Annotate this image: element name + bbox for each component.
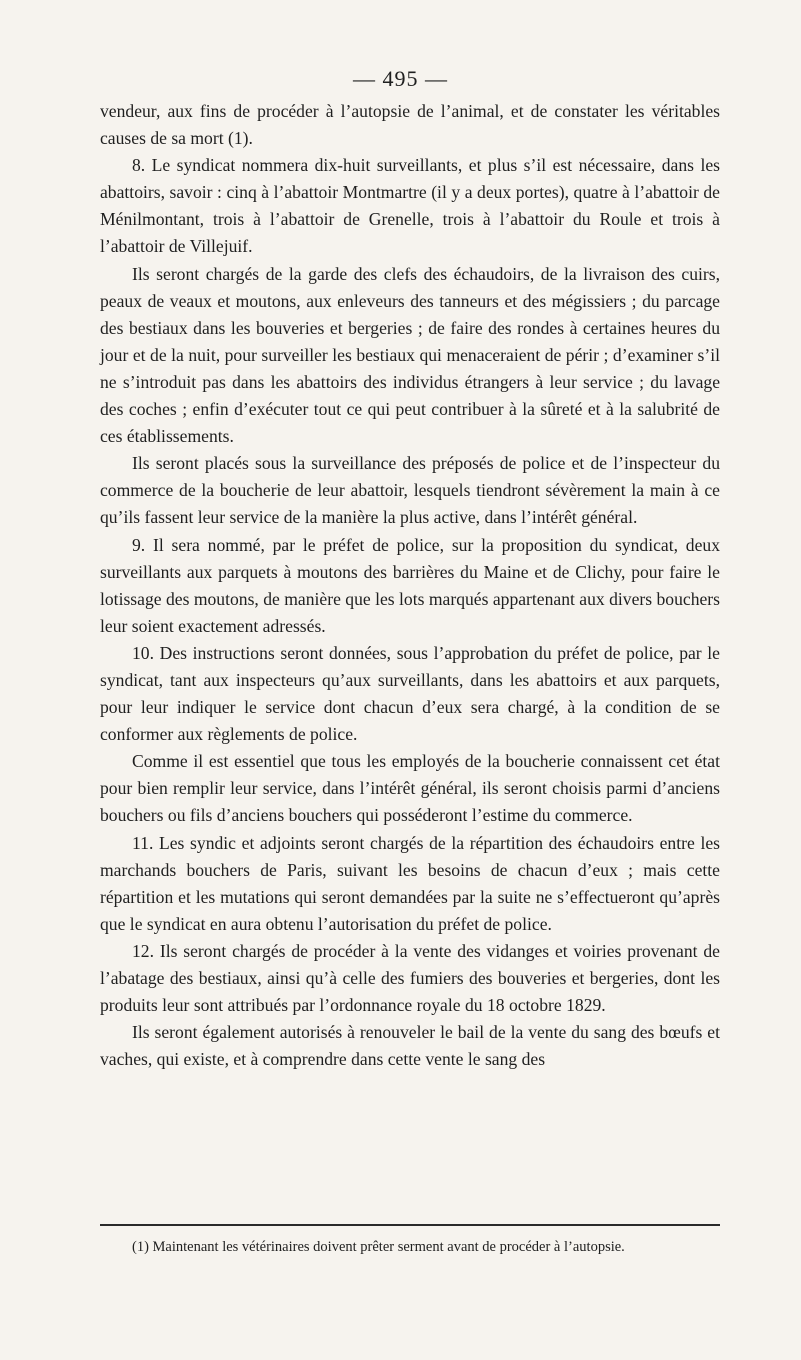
paragraph: vendeur, aux fins de procéder à l’autopsie de l’animal, et de constater les véritables causes de sa mort (1). <box>100 101 720 149</box>
paragraph: 9. Il sera nommé, par le préfet de police, sur la proposition du syndicat, deux surveillants aux parquets à moutons des barrières du Maine et de Clichy, pour faire le lotissage des moutons, de manière que les lots marqués appartenant aux divers bouchers leur soient exactement adressés. <box>100 534 721 636</box>
page-number: — 495 — <box>353 66 448 91</box>
footnote-divider <box>100 1224 720 1226</box>
paragraph: 12. Ils seront chargés de procéder à la vente des vidanges et voiries provenant de l’abatage des bestiaux, ainsi qu’à celle des fumiers des bouveries et bergeries, dont les produits leur sont attribués par l’ordonnance royale du 18 octobre 1829. <box>100 940 720 1016</box>
paragraph: 10. Des instructions seront données, sous l’approbation du préfet de police, par le syndicat, tant aux inspecteurs qu’aux surveillants, dans les abattoirs et aux parquets, pour leur indiquer le service dont chacun d’eux sera chargé, à la condition de se conformer aux règlements de police. <box>100 642 720 745</box>
paragraph: Comme il est essentiel que tous les employés de la boucherie connaissent cet état pour bien remplir leur service, dans l’intérêt général, ils seront choisis parmi d’anciens bouchers ou fils d’anciens bouchers qui posséderont l’estime du commerce. <box>100 751 720 826</box>
paragraph: 11. Les syndic et adjoints seront chargés de la répartition des échaudoirs entre les marchands bouchers de Paris, suivant les besoins de chacun d’eux ; mais cette répartition et les mutations qui seront demandées par la suite ne s’effectueront qu’après que le syndicat en aura obtenu l’autorisation du préfet de police. <box>100 832 720 934</box>
paragraph: Ils seront également autorisés à renouveler le bail de la vente du sang des bœufs et vaches, qui existe, et à comprendre dans cette vente le sang des <box>100 1022 720 1070</box>
paragraph: Ils seront chargés de la garde des clefs des échaudoirs, de la livraison des cuirs, peaux de veaux et moutons, aux enleveurs des tanneurs et des mégissiers ; du parcage des bestiaux dans les bouveries et bergeries ; de faire des rondes à certaines heures du jour et de la nuit, pour surveiller les bestiaux qui menaceraient de périr ; d’examiner s’il ne s’introduit pas dans les abattoirs des individus étrangers à leur service ; du lavage des coches ; enfin d’exécuter tout ce qui peut contribuer à la sûreté et à la salubrité de ces établissements. <box>100 263 720 447</box>
footnote <box>100 1236 720 1259</box>
paragraph: Ils seront placés sous la surveillance des préposés de police et de l’inspecteur du commerce de la boucherie de leur abattoir, lesquels tiendront sévèrement la main à ce qu’ils fassent leur service de la manière la plus active, dans l’intérêt général. <box>100 453 720 528</box>
paragraph: 8. Le syndicat nommera dix-huit surveillants, et plus s’il est nécessaire, dans les abattoirs, savoir : cinq à l’abattoir Montmartre (il y a deux portes), quatre à l’abattoir de Ménilmontant, trois à l’abattoir de Grenelle, trois à l’abattoir du Roule et trois à l’abattoir de Villejuif. <box>100 155 720 257</box>
footnote-text: (1) Maintenant les vétérinaires doivent prêter serment avant de procéder à l’autopsie. <box>132 1239 625 1255</box>
body-text <box>100 98 720 1073</box>
